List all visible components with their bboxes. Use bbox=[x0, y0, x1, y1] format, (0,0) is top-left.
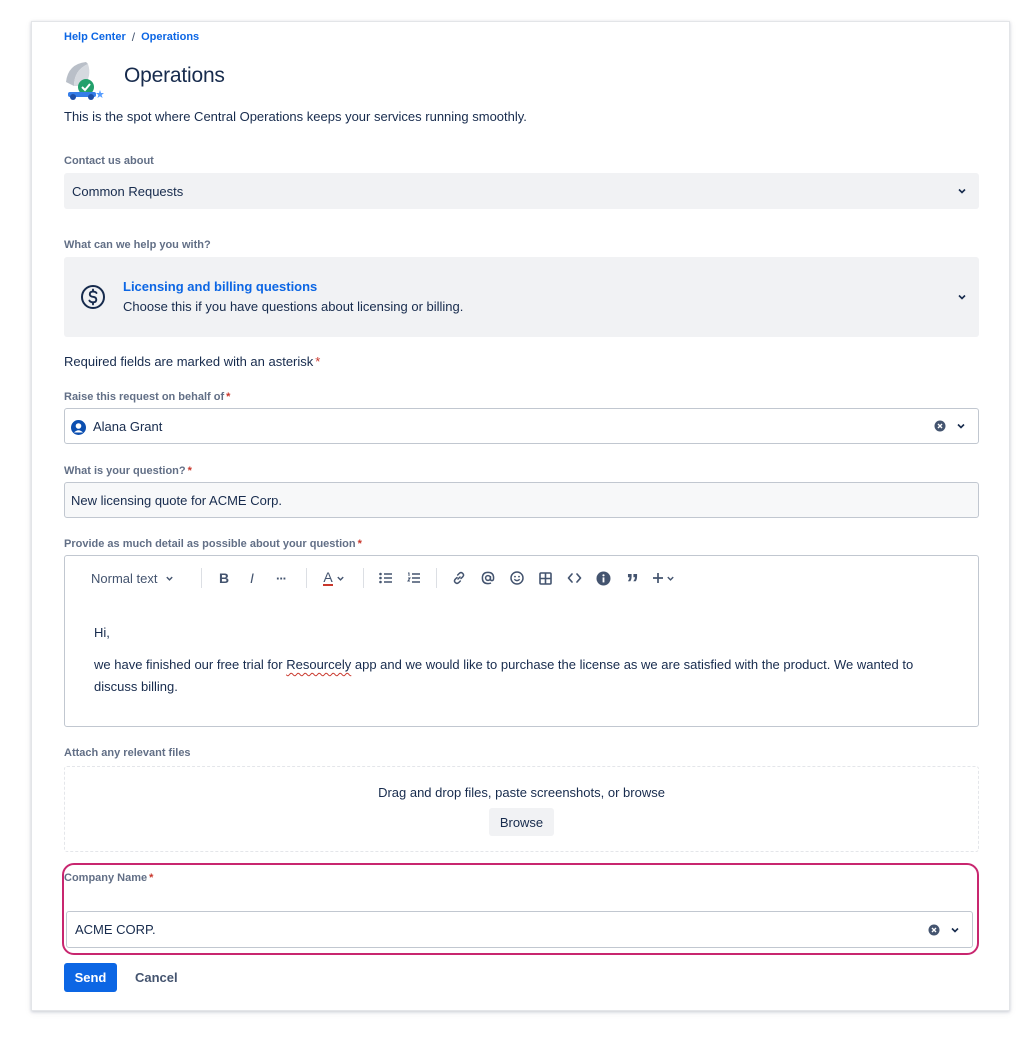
numbered-list-button[interactable] bbox=[400, 566, 428, 590]
breadcrumb-help-center-link[interactable]: Help Center bbox=[64, 31, 126, 43]
toolbar-divider bbox=[436, 568, 437, 588]
company-label bbox=[64, 872, 153, 884]
bullet-list-icon bbox=[379, 572, 393, 584]
chevron-down-icon bbox=[957, 292, 967, 302]
bold-button[interactable]: B bbox=[218, 570, 230, 586]
toolbar-divider bbox=[306, 568, 307, 588]
bullet-list-button[interactable] bbox=[372, 566, 400, 590]
chevron-down-icon bbox=[957, 186, 967, 196]
quote-button[interactable]: ” bbox=[626, 567, 639, 598]
detail-label-text: Provide as much detail as possible about your question bbox=[64, 538, 356, 550]
editor-paragraph bbox=[94, 654, 938, 698]
dollar-circle-icon bbox=[80, 284, 106, 310]
request-form-card bbox=[31, 21, 1010, 1011]
emoji-button[interactable] bbox=[502, 566, 531, 590]
contact-label: Contact us about bbox=[64, 155, 154, 167]
question-label-text: What is your question? bbox=[64, 465, 186, 477]
emoji-icon bbox=[510, 571, 524, 585]
behalf-value: Alana Grant bbox=[93, 418, 163, 434]
chevron-down-icon bbox=[950, 925, 960, 935]
help-label: What can we help you with? bbox=[64, 239, 211, 251]
cancel-button[interactable]: Cancel bbox=[135, 970, 178, 985]
mention-icon bbox=[481, 571, 495, 585]
required-asterisk: * bbox=[315, 354, 321, 369]
behalf-label-text: Raise this request on behalf of bbox=[64, 391, 225, 403]
text-style-dropdown[interactable] bbox=[91, 566, 183, 590]
toolbar-divider bbox=[201, 568, 202, 588]
link-icon bbox=[452, 571, 466, 585]
editor-toolbar bbox=[65, 566, 978, 598]
browse-button[interactable]: Browse bbox=[489, 808, 554, 836]
editor-greeting: Hi, bbox=[94, 625, 110, 640]
request-type-description: Choose this if you have questions about licensing or billing. bbox=[123, 299, 464, 314]
company-select[interactable] bbox=[66, 911, 973, 948]
clear-icon[interactable] bbox=[934, 420, 946, 432]
chevron-down-icon bbox=[336, 574, 345, 583]
text-color-button[interactable] bbox=[317, 566, 351, 590]
required-asterisk: * bbox=[149, 872, 154, 884]
breadcrumb bbox=[64, 30, 199, 44]
request-type-title: Licensing and billing questions bbox=[123, 279, 318, 294]
user-avatar-icon bbox=[71, 420, 86, 435]
behalf-label bbox=[64, 391, 230, 403]
contact-select[interactable] bbox=[64, 173, 979, 209]
text-style-label: Normal text bbox=[91, 570, 158, 586]
mention-button[interactable] bbox=[473, 566, 502, 590]
chevron-down-icon bbox=[666, 574, 675, 583]
table-button[interactable] bbox=[531, 566, 560, 590]
required-note-text: Required fields are marked with an asterisk bbox=[64, 354, 314, 369]
company-label-text: Company Name bbox=[64, 872, 148, 884]
required-asterisk: * bbox=[357, 538, 362, 550]
chevron-down-icon bbox=[165, 574, 174, 583]
table-icon bbox=[539, 572, 552, 585]
contact-select-value: Common Requests bbox=[72, 183, 184, 199]
umbrella-check-icon bbox=[62, 56, 108, 102]
page-description: This is the spot where Central Operations keeps your services running smoothly. bbox=[64, 109, 527, 124]
required-fields-note bbox=[64, 354, 320, 369]
detail-rich-text-editor[interactable] bbox=[64, 555, 979, 727]
breadcrumb-operations-link[interactable]: Operations bbox=[141, 31, 200, 43]
more-formatting-button[interactable]: ··· bbox=[276, 570, 286, 586]
toolbar-divider bbox=[363, 568, 364, 588]
code-icon bbox=[567, 572, 582, 584]
insert-more-button[interactable] bbox=[647, 566, 679, 590]
code-button[interactable] bbox=[560, 566, 589, 590]
editor-text-segment: we have finished our free trial for bbox=[94, 657, 287, 672]
detail-label bbox=[64, 538, 362, 550]
question-input[interactable] bbox=[64, 482, 979, 518]
misspelled-word: Resourcely bbox=[286, 657, 352, 672]
info-icon bbox=[596, 571, 611, 586]
file-dropzone[interactable] bbox=[64, 766, 979, 852]
question-input-value: New licensing quote for ACME Corp. bbox=[71, 492, 282, 508]
editor-text-segment: app and we would like to purchase the license as we are satisfied with the product. We wanted to discuss billing. bbox=[94, 657, 914, 694]
numbered-list-icon bbox=[407, 572, 421, 584]
behalf-select[interactable] bbox=[64, 408, 979, 444]
dropzone-text: Drag and drop files, paste screenshots, or browse bbox=[378, 785, 665, 800]
send-button[interactable]: Send bbox=[64, 963, 117, 992]
plus-icon bbox=[652, 572, 664, 584]
italic-button[interactable]: I bbox=[250, 570, 254, 586]
company-value: ACME CORP. bbox=[75, 922, 156, 937]
editor-content[interactable] bbox=[94, 622, 938, 708]
question-label bbox=[64, 465, 192, 477]
attach-label: Attach any relevant files bbox=[64, 747, 191, 759]
page-title: Operations bbox=[124, 64, 225, 87]
required-asterisk: * bbox=[226, 391, 231, 403]
breadcrumb-separator: / bbox=[131, 30, 136, 44]
info-panel-button[interactable] bbox=[589, 566, 618, 590]
request-type-select[interactable] bbox=[64, 257, 979, 337]
clear-icon[interactable] bbox=[928, 924, 940, 936]
text-color-icon: A bbox=[323, 569, 333, 585]
required-asterisk: * bbox=[187, 465, 192, 477]
chevron-down-icon bbox=[956, 421, 966, 431]
link-button[interactable] bbox=[444, 566, 473, 590]
